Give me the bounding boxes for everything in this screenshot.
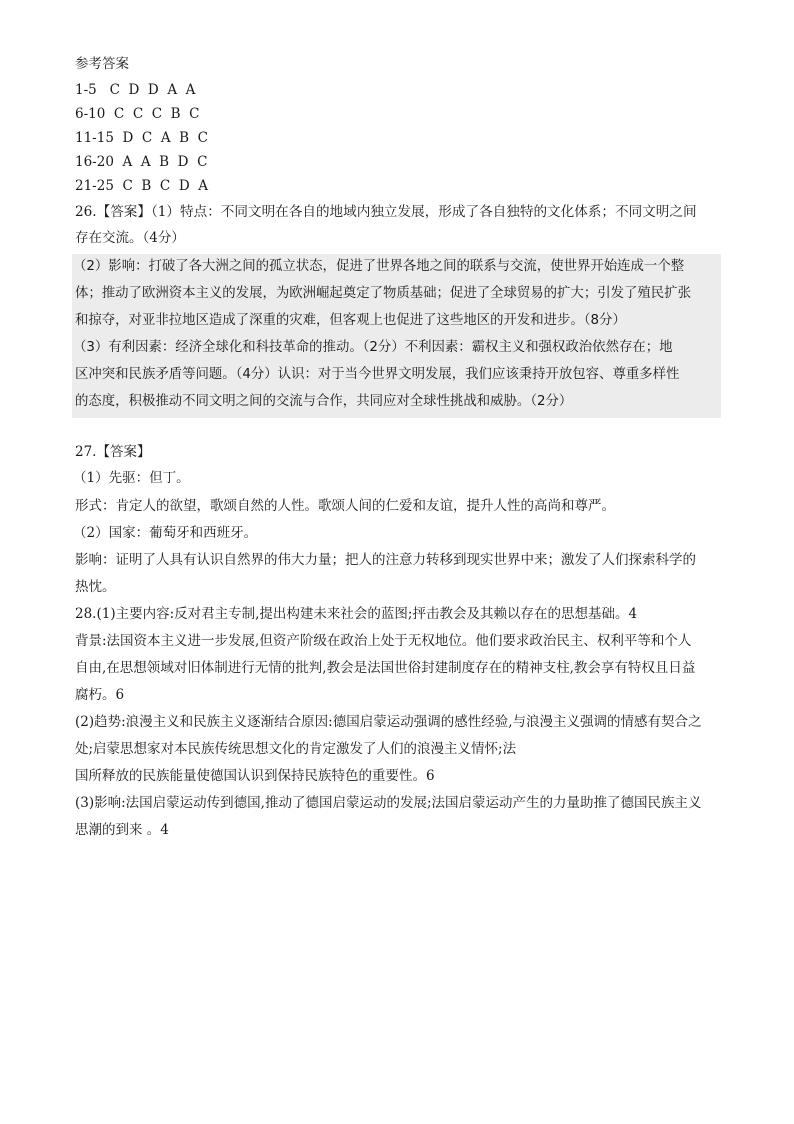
mc-answers-11-15: 11-15 D C A B C — [75, 130, 208, 146]
mc-answers-16-20: 16-20 A A B D C — [75, 154, 208, 170]
q26-line-2: 存在交流。（4分） — [75, 230, 185, 246]
q28-line-6: 处;启蒙思想家对本民族传统思想文化的肯定激发了人们的浪漫主义情怀;法 — [75, 741, 517, 757]
q27-line-4: （2）国家：葡萄牙和西班牙。 — [73, 525, 258, 541]
q26-line-4: 体；推动了欧洲资本主义的发展，为欧洲崛起奠定了物质基础；促进了全球贸易的扩大；引发了殖民扩张 — [75, 286, 691, 301]
answer-title: 参考答案 — [75, 56, 129, 72]
q28-line-1: 28.(1)主要内容:反对君主专制,提出构建未来社会的蓝图;抨击教会及其赖以存在的思想基础。4 — [75, 606, 638, 622]
mc-answers-21-25: 21-25 C B C D A — [75, 178, 208, 194]
q28-line-9: 思潮的到来 。4 — [75, 822, 169, 838]
mc-answers-6-10: 6-10 C C C B C — [75, 106, 200, 122]
q27-line-3: 形式：肯定人的欲望，歌颂自然的人性。歌颂人间的仁爱和友谊，提升人性的高尚和尊严。 — [75, 498, 615, 514]
q26-line-8: 的态度，积极推动不同文明之间的交流与合作，共同应对全球性挑战和威胁。（2分） — [75, 394, 573, 409]
q26-line-3: （2）影响：打破了各大洲之间的孤立状态，促进了世界各地之间的联系与交流，使世界开始连成一个整 — [73, 259, 685, 274]
q26-line-1: 26.【答案】（1）特点：不同文明在各自的地域内独立发展，形成了各自独特的文化体系；不同文明之间 — [75, 204, 697, 220]
q27-line-2: （1）先驱：但丁。 — [73, 470, 190, 486]
q28-line-4: 腐朽。6 — [75, 687, 125, 703]
q26-line-6: （3）有利因素：经济全球化和科技革命的推动。（2分）不利因素：霸权主义和强权政治依然存在；地 — [73, 340, 673, 355]
q26-line-5: 和掠夺，对亚非拉地区造成了深重的灾难，但客观上也促进了这些地区的开发和进步。（8分） — [75, 313, 626, 328]
q28-line-3: 自由,在思想领域对旧体制进行无情的批判,教会是法国世俗封建制度存在的精神支柱,教会享有特权且日益 — [75, 660, 696, 676]
q28-line-2: 背景:法国资本主义进一步发展,但资产阶级在政治上处于无权地位。他们要求政治民主、权利平等和个人 — [75, 633, 692, 649]
q28-line-8: (3)影响:法国启蒙运动传到德国,推动了德国启蒙运动的发展;法国启蒙运动产生的力量助推了德国民族主义 — [75, 795, 702, 811]
q27-line-6: 热忱。 — [75, 579, 116, 595]
q28-line-5: (2)趋势:浪漫主义和民族主义逐渐结合原因:德国启蒙运动强调的感性经验,与浪漫主义强调的情感有契合之 — [75, 714, 702, 730]
q28-line-7: 国所释放的民族能量使德国认识到保持民族特色的重要性。6 — [75, 768, 435, 784]
q26-line-7: 区冲突和民族矛盾等问题。（4分）认识：对于当今世界文明发展，我们应该秉持开放包容、尊重多样性 — [75, 367, 680, 382]
q27-heading: 27.【答案】 — [75, 444, 151, 460]
q27-line-5: 影响：证明了人具有认识自然界的伟大力量；把人的注意力转移到现实世界中来；激发了人们探索科学的 — [75, 552, 696, 568]
mc-answers-1-5: 1-5 C D D A A — [75, 82, 196, 98]
